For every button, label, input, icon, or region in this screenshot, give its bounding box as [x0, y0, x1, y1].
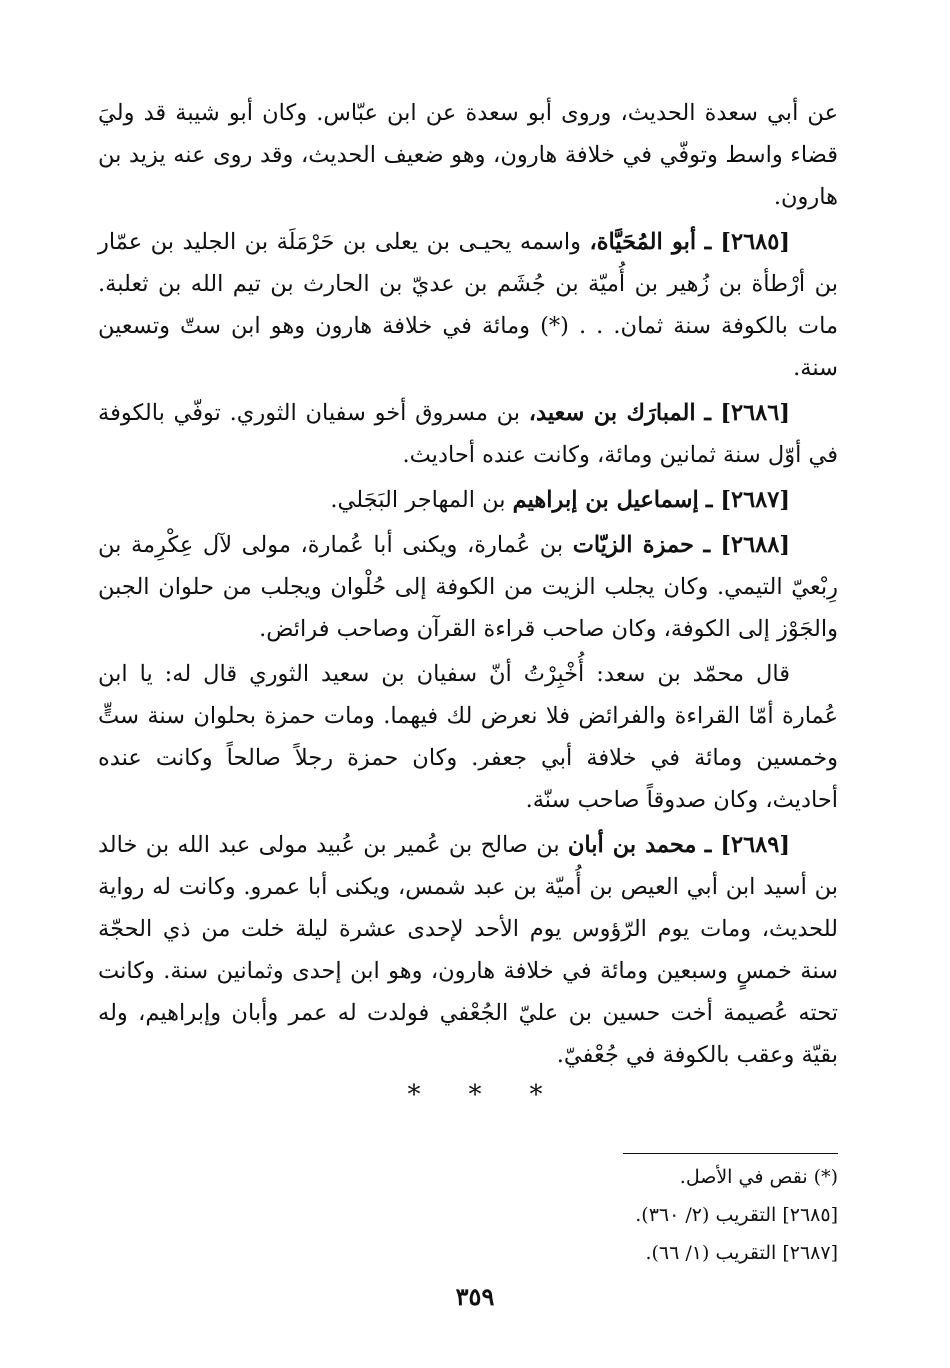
- footnote-divider: [623, 1153, 838, 1154]
- paragraph-text: عن أبي سعدة الحديث، وروى أبو سعدة عن ابن عبّاس. وكان أبو شيبة قد وليَ قضاء واسط وتوفّي في خلافة هارون، وهو ضعيف الحديث، وقد روى عنه يزيد بن هارون.: [98, 100, 838, 210]
- entry-text: بن عُمارة، ويكنى أبا عُمارة، مولى لآل عِكْرِمة بن رِبْعيّ التيمي. وكان يجلب الزيت من الكوفة إلى حُلْوان ويجلب من حلوان الجبن والجَوْز إلى الكوفة، وكان صاحب قراءة القرآن وصاحب فرائض.: [98, 532, 838, 642]
- footnote-line: [٢٦٨٧] التقريب (١/ ٦٦).: [645, 1242, 838, 1264]
- paragraph-continuation: [98, 92, 838, 218]
- entry-name: إسماعيل بن إبراهيم: [512, 487, 699, 513]
- asterisk-ornament: *: [468, 1080, 482, 1110]
- paragraph-ibn-saad: [98, 653, 838, 821]
- entry-number: [٢٦٨٧] ـ: [705, 487, 790, 513]
- footnote-line: (*) نقص في الأصل.: [679, 1166, 838, 1188]
- entry-name: أبو المُحَيَّاة،: [589, 229, 697, 255]
- entry-name: حمزة الزيّات: [572, 532, 694, 558]
- section-ornaments: [0, 1080, 950, 1110]
- paragraph-text: قال محمّد بن سعد: أُخْبِرْتُ أنّ سفيان بن سعيد الثوري قال له: يا ابن عُمارة أمّا القراءة والفرائض فلا نعرض لك فيهما. ومات حمزة بحلوان سنة ستٍّ وخمسين ومائة في خلافة أبي جعفر. وكان حمزة رجلاً صالحاً وكانت عنده أحاديث، وكان صدوقاً صاحب سنّة.: [98, 661, 838, 813]
- entry-2686: [98, 392, 838, 476]
- entry-text: بن صالح بن عُمير بن عُبيد مولى عبد الله بن خالد بن أسيد ابن أبي العيص بن أُميّة بن عبد شمس، ويكنى أبا عمرو. وكانت له رواية للحديث، ومات يوم الرّؤوس يوم الأحد لإحدى عشرة ليلة خلت من ذي الحجّة سنة خمسٍ وسبعين ومائة في خلافة هارون، وهو ابن إحدى وثمانين سنة. وكانت تحته عُصيمة أخت حسين بن عليّ الجُعْفي فولدت له عمر وأبان وإبراهيم، وله بقيّة وعقب بالكوفة في جُعْفيّ.: [98, 832, 838, 1068]
- entry-name: المبارَك بن سعيد،: [528, 400, 696, 426]
- entry-2688: [98, 524, 838, 650]
- entry-text: بن المهاجر البَجَلي.: [330, 487, 513, 513]
- entry-name: محمد بن أبان: [567, 832, 697, 858]
- entry-number: [٢٦٨٥] ـ: [704, 229, 790, 255]
- main-text: [98, 92, 838, 1079]
- footnotes: [138, 1158, 838, 1272]
- page-number: ٣٥٩: [455, 1282, 495, 1311]
- asterisk-ornament: *: [529, 1080, 543, 1110]
- entry-2685: [98, 221, 838, 389]
- entry-text: واسمه يحيـى بن يعلى بن حَرْمَلَة بن الجليد بن عمّار بن أرْطأة بن زُهير بن أُميّة بن جُشَم بن عديّ بن الحارث بن تيم الله بن ثعلبة. مات بالكوفة سنة ثمان. . . (*) ومائة في خلافة هارون وهو ابن ستّ وتسعين سنة.: [98, 229, 838, 381]
- footnote-line: [٢٦٨٥] التقريب (٢/ ٣٦٠).: [635, 1204, 838, 1226]
- entry-2689: [98, 824, 838, 1076]
- entry-number: [٢٦٨٩] ـ: [704, 832, 791, 858]
- entry-number: [٢٦٨٨] ـ: [703, 532, 790, 558]
- entry-number: [٢٦٨٦] ـ: [704, 400, 791, 426]
- entry-2687: [98, 479, 838, 521]
- asterisk-ornament: *: [407, 1080, 421, 1110]
- entry-text: بن مسروق أخو سفيان الثوري. توفّي بالكوفة في أوّل سنة ثمانين ومائة، وكانت عنده أحاديث.: [98, 400, 838, 468]
